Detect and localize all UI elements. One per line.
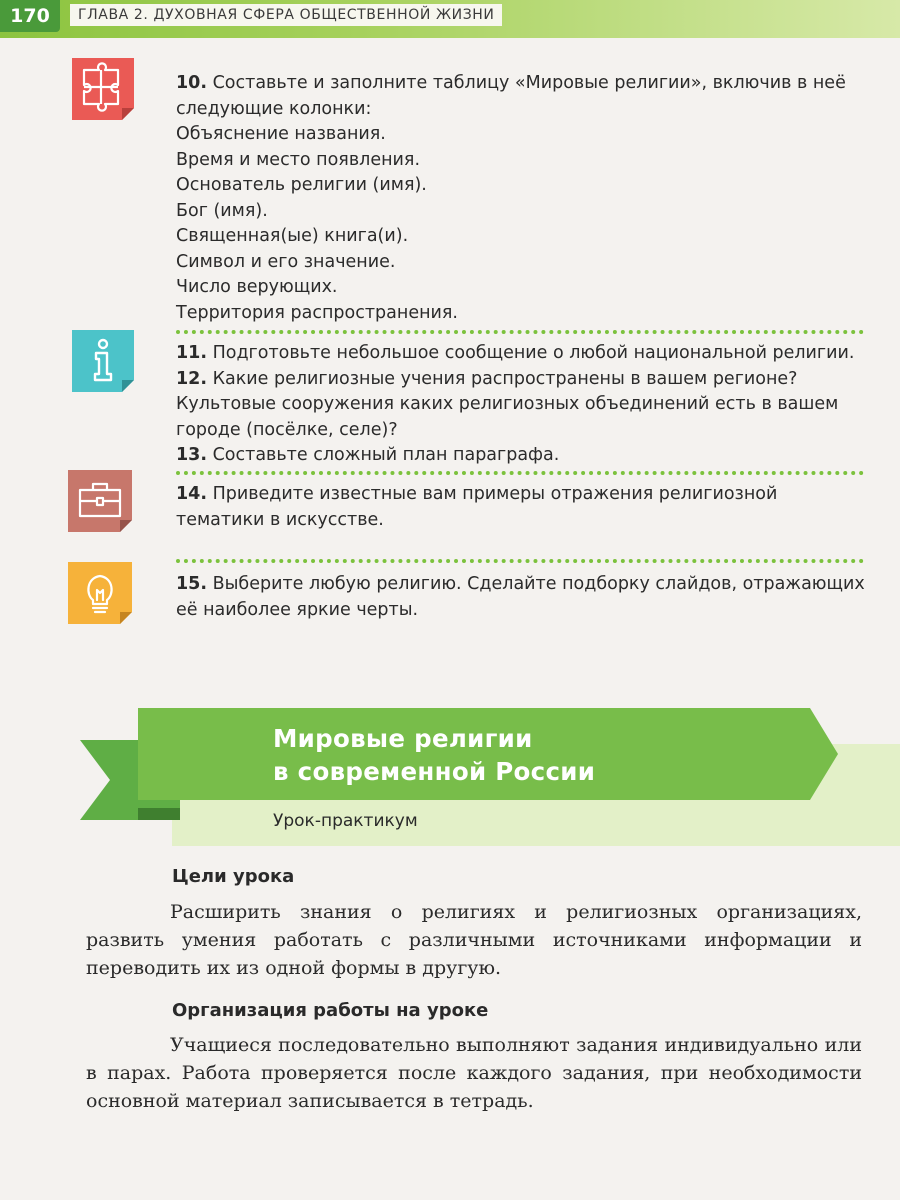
task-number: 12. bbox=[176, 368, 208, 389]
lesson-title bbox=[273, 722, 793, 788]
table-column-item: Основатель религии (имя). bbox=[176, 175, 427, 195]
lesson-subtitle: Урок-практикум bbox=[273, 811, 418, 831]
table-column-item: Священная(ые) книга(и). bbox=[176, 226, 409, 246]
organization-paragraph bbox=[86, 1031, 862, 1115]
task-number: 15. bbox=[176, 574, 208, 594]
goals-heading: Цели урока bbox=[172, 866, 295, 887]
dotted-divider bbox=[176, 330, 864, 334]
task-text: Подготовьте небольшое сообщение о любой национальной религии. bbox=[207, 343, 855, 363]
task-text: Составьте и заполните таблицу «Мировые религии», включив в неё следующие колонки: bbox=[176, 73, 846, 119]
organization-heading: Организация работы на уроке bbox=[172, 1000, 489, 1021]
puzzle-icon bbox=[72, 58, 134, 120]
task-number: 13. bbox=[176, 445, 208, 465]
task-text: Какие религиозные учения распространены в вашем регионе? Культовые сооружения каких религиозных объединений есть в вашем городе (посёлке, селе)? bbox=[176, 368, 839, 440]
task-number: 14. bbox=[176, 484, 208, 504]
lesson-title-line: Мировые религии bbox=[273, 724, 533, 753]
task-10 bbox=[176, 71, 866, 326]
task-text: Составьте сложный план параграфа. bbox=[207, 445, 560, 465]
table-column-item: Число верующих. bbox=[176, 277, 338, 297]
lesson-title-line: в современной России bbox=[273, 757, 596, 786]
goals-paragraph bbox=[86, 898, 862, 982]
page-header bbox=[0, 0, 900, 38]
table-column-item: Время и место появления. bbox=[176, 149, 421, 170]
task-number: 10. bbox=[176, 73, 208, 93]
lightbulb-icon bbox=[68, 562, 130, 624]
dotted-divider bbox=[176, 471, 864, 475]
table-column-item: Территория распространения. bbox=[176, 302, 458, 323]
task-13 bbox=[176, 443, 866, 469]
task-15 bbox=[176, 572, 866, 623]
goals-text: Расширить знания о религиях и религиозных организациях, развить умения работать с различными источниками информации и переводить их из одной формы в другую. bbox=[86, 901, 862, 979]
tasks-11-13 bbox=[176, 341, 866, 469]
page-number: 170 bbox=[0, 0, 60, 32]
task-text: Приведите известные вам примеры отражения религиозной тематики в искусстве. bbox=[176, 484, 778, 530]
table-column-item: Объяснение названия. bbox=[176, 124, 386, 144]
info-icon bbox=[72, 330, 134, 392]
table-column-item: Бог (имя). bbox=[176, 200, 268, 221]
task-11 bbox=[176, 341, 866, 367]
table-column-item: Символ и его значение. bbox=[176, 251, 396, 272]
briefcase-icon bbox=[68, 470, 130, 532]
task-number: 11. bbox=[176, 343, 208, 363]
dotted-divider bbox=[176, 559, 864, 563]
task-12 bbox=[176, 367, 866, 444]
task-text: Выберите любую религию. Сделайте подборку слайдов, отражающих её наиболее яркие черты. bbox=[176, 574, 865, 620]
chapter-title: ГЛАВА 2. ДУХОВНАЯ СФЕРА ОБЩЕСТВЕННОЙ ЖИЗНИ bbox=[70, 4, 502, 26]
task-14 bbox=[176, 482, 866, 533]
organization-text: Учащиеся последовательно выполняют задания индивидуально или в парах. Работа проверяется после каждого задания, при необходимости основной материал записывается в тетрадь. bbox=[86, 1034, 862, 1112]
